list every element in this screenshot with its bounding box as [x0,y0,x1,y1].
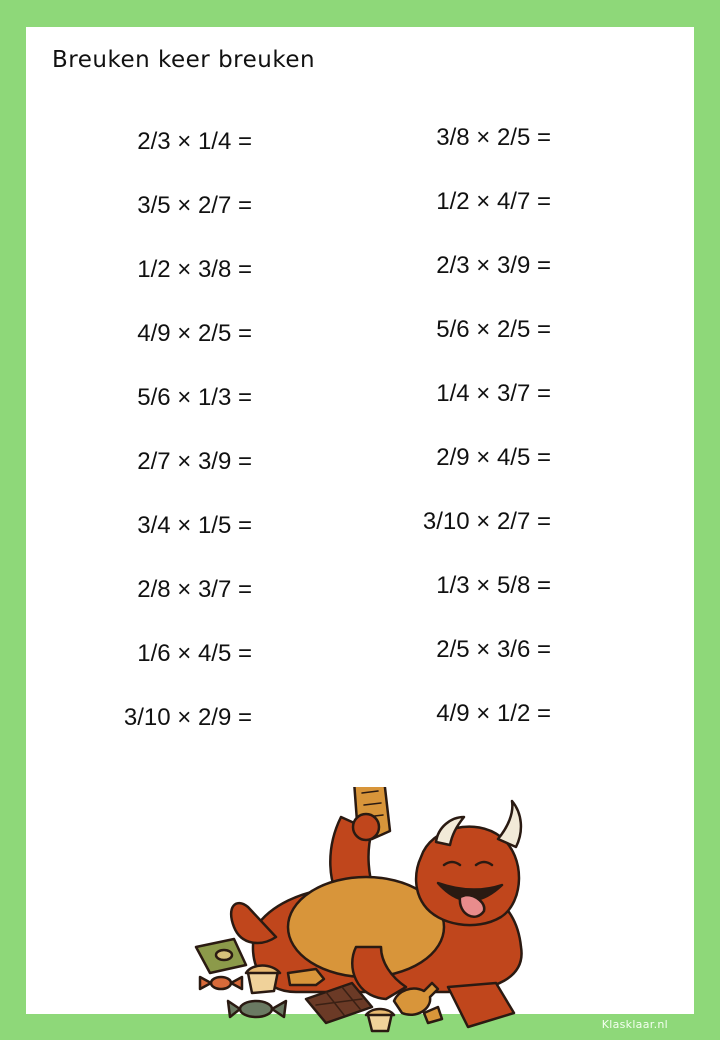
page-title: Breuken keer breuken [52,47,316,73]
footer-brand: Klasklaar.nl [601,1018,668,1031]
sum-left-7: 3/4 × 1/5 = [137,512,252,539]
sum-right-7: 3/10 × 2/7 = [422,508,551,535]
sum-right-9: 2/5 × 3/6 = [436,636,551,663]
sum-left-5: 5/6 × 1/3 = [137,384,252,411]
sum-right-3: 2/3 × 3/9 = [436,252,551,279]
sum-right-5: 1/4 × 3/7 = [436,380,551,407]
sum-left-10: 3/10 × 2/9 = [123,704,252,731]
sum-left-8: 2/8 × 3/7 = [137,576,252,603]
sum-right-4: 5/6 × 2/5 = [436,316,551,343]
monster-illustration [176,787,536,1037]
sum-right-6: 2/9 × 4/5 = [436,444,551,471]
sum-left-6: 2/7 × 3/9 = [137,448,252,475]
sum-left-2: 3/5 × 2/7 = [137,192,252,219]
sum-right-2: 1/2 × 4/7 = [436,188,551,215]
worksheet [26,27,694,1014]
sum-right-10: 4/9 × 1/2 = [436,700,551,727]
sum-left-4: 4/9 × 2/5 = [137,320,252,347]
sum-left-1: 2/3 × 1/4 = [137,128,252,155]
sum-left-3: 1/2 × 3/8 = [137,256,252,283]
sum-right-1: 3/8 × 2/5 = [436,124,551,151]
sum-right-8: 1/3 × 5/8 = [436,572,551,599]
sum-left-9: 1/6 × 4/5 = [137,640,252,667]
